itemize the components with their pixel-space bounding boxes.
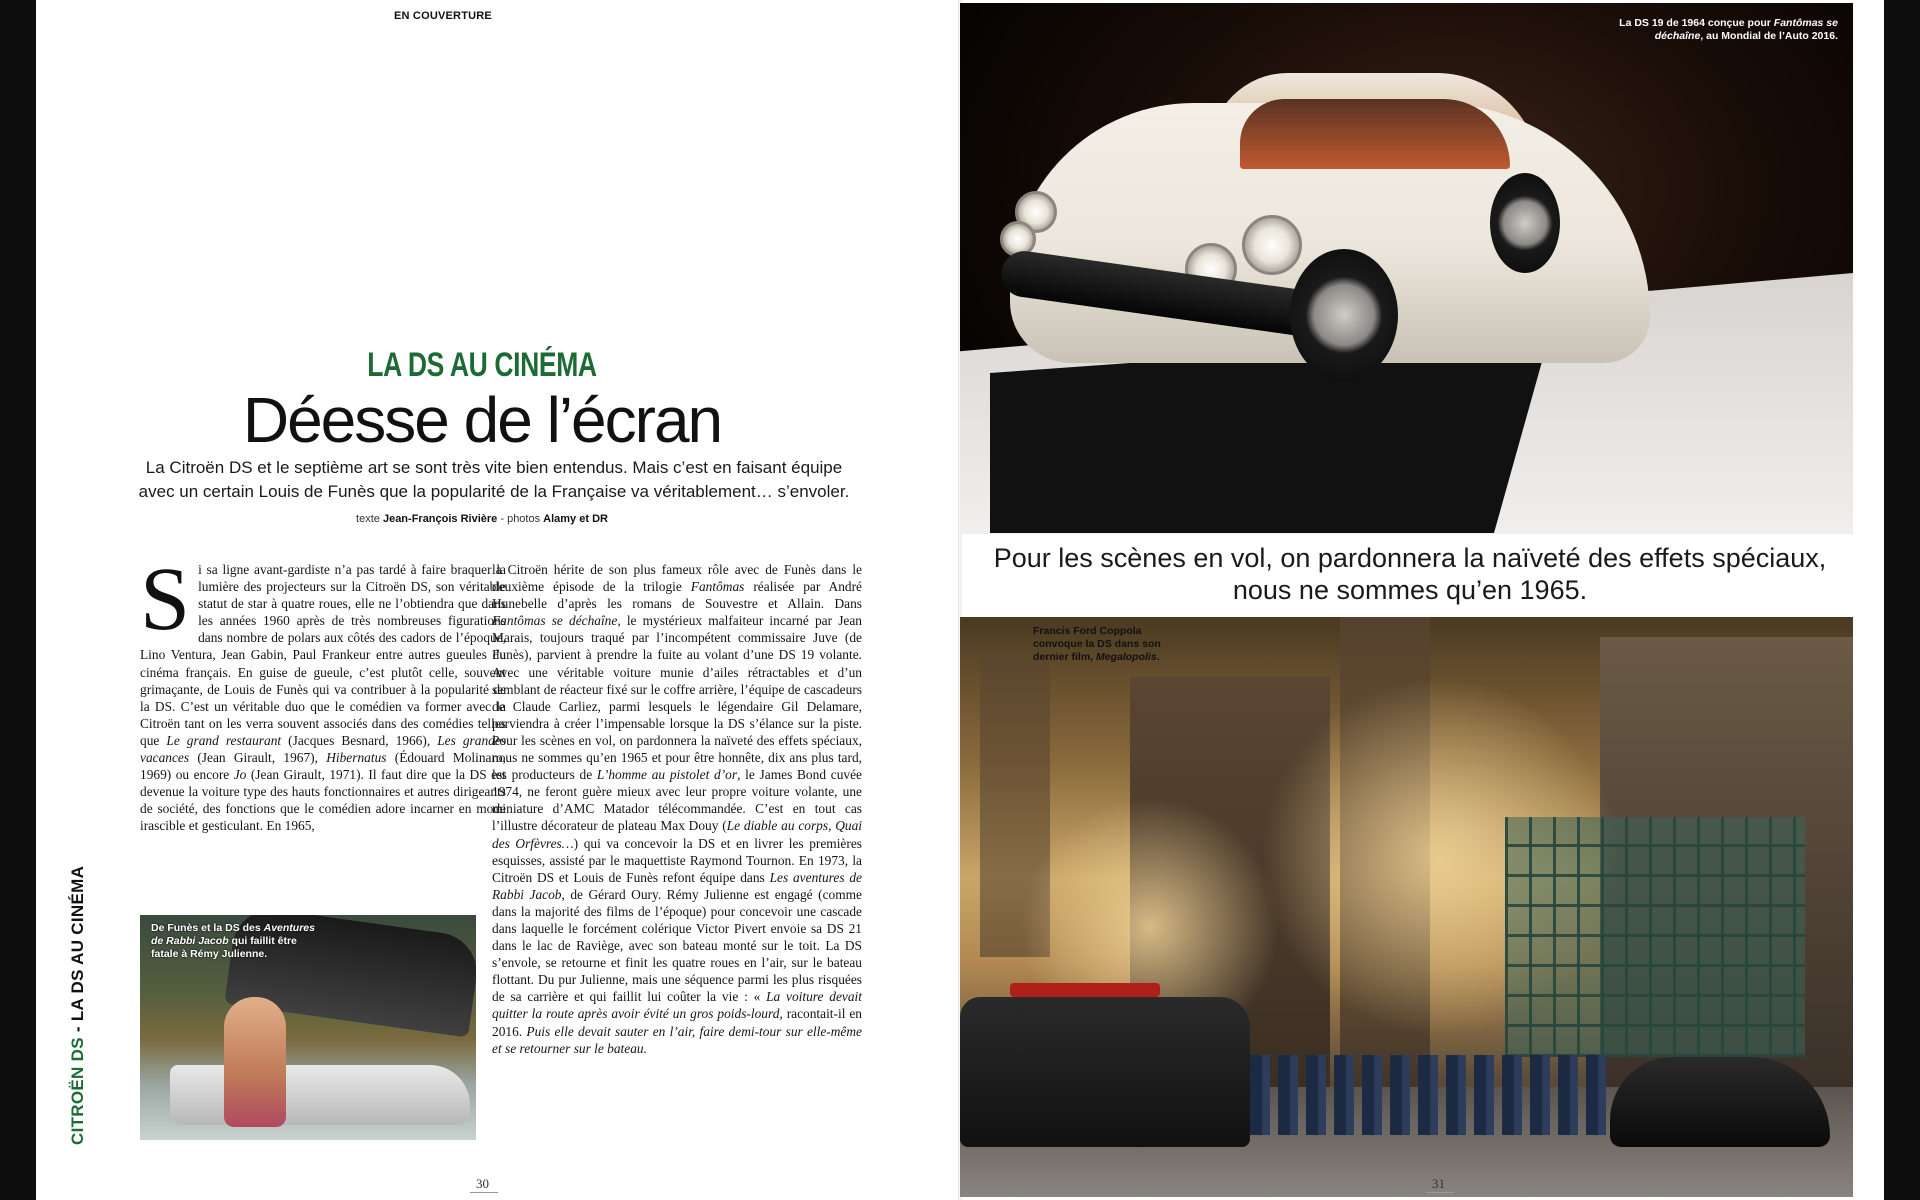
- folio-rule: [1426, 1192, 1454, 1193]
- byline-sep: - photos: [497, 513, 544, 525]
- caption-film-title: Aventures de Rabbi Jacob: [151, 922, 315, 947]
- vertical-label-section: - LA DS AU CINÉMA: [68, 865, 87, 1038]
- caption-text: De Funès et la DS des: [151, 922, 264, 934]
- film-title: Fantômas: [690, 579, 745, 595]
- pull-quote: Pour les scènes en vol, on pardonnera la naïveté des effets spéciaux, nous ne sommes qu’en 1965.: [993, 543, 1827, 605]
- body-column-1: [140, 550, 507, 835]
- quote-text: Puis elle devait sauter en l’air, faire demi-tour sur elle-même et se retourner sur le bateau.: [492, 1023, 862, 1056]
- caption-film-title: Fantômas se déchaîne: [1654, 17, 1838, 42]
- article-kicker: LA DS AU CINÉMA: [367, 346, 597, 384]
- caption-coppola: [1033, 625, 1168, 664]
- article-headline: Déesse de l’écran: [242, 384, 722, 456]
- byline-text-label: texte: [356, 513, 380, 525]
- caption-film-title: Megalopolis: [1096, 651, 1157, 663]
- film-title: L’homme au pistolet d’or: [596, 767, 738, 783]
- photo-crowd: [1250, 1055, 1610, 1135]
- photo-wheel: [1490, 173, 1560, 273]
- film-title: Jo: [233, 767, 247, 783]
- section-rubric: EN COUVERTURE: [394, 10, 492, 22]
- article-standfirst: La Citroën DS et le septième art se sont très vite bien entendus. Mais c’est en faisant équipe avec un certain Louis de Funès que la popularité de la Française va véritablement… s’envoler.: [138, 458, 850, 501]
- col2-text: racontait-il en 2016.: [492, 1006, 863, 1039]
- film-title: Hibernatus: [326, 750, 387, 766]
- page-number-left: 30: [476, 1176, 489, 1191]
- col1-text: (Jacques Besnard, 1966),: [281, 732, 438, 748]
- film-title: Fantômas se déchaîne: [492, 613, 618, 629]
- photo-ds19-mondial: [960, 3, 1853, 534]
- photo-car-window: [1240, 99, 1510, 169]
- byline-author: Jean-François Rivière: [382, 513, 498, 525]
- col2-text: , le James Bond cuvée 1974, ne feront guère mieux avec leur propre voiture volante, une miniature d’AMC Matador télécommandée. C’est en tout cas l’illustre décorateur de plateau Max Douy (: [492, 767, 862, 834]
- col1-text: (Jean Girault, 1971). Il faut dire que la DS est devenue la voiture type des hauts fonctionnaires et autres dirigeants de société, des fonctions que le comédien adore incarner en mode irascible et gesticulant. En 1965,: [140, 767, 507, 834]
- photo-person-shape: [224, 997, 286, 1127]
- film-title: Les grandes vacances: [140, 732, 506, 766]
- photo-megalopolis: [960, 617, 1853, 1197]
- caption-funes: [151, 922, 321, 961]
- film-title: Les aventures de Rabbi Jacob: [492, 869, 862, 902]
- col1-text: (Jean Girault, 1967),: [189, 750, 327, 766]
- drop-cap: S: [140, 550, 191, 649]
- caption-text: qui faillit être fatale à Rémy Julienne.: [151, 935, 297, 960]
- caption-text: La DS 19 de 1964 conçue pour: [1619, 17, 1774, 29]
- body-column-2: [492, 561, 862, 1057]
- section-vertical-label: [68, 866, 88, 1145]
- article-byline: [36, 513, 928, 525]
- caption-text: , au Mondial de l’Auto 2016.: [1700, 30, 1838, 42]
- photo-scaffolding: [1505, 817, 1805, 1057]
- col2-text: réalisée par André Hunebelle d’après les romans de Souvestre et Allain. Dans: [492, 579, 862, 612]
- col2-text: la Citroën hérite de son plus fameux rôle avec de Funès dans le deuxième épisode de la trilogie: [492, 562, 862, 595]
- page-number-right: 31: [1432, 1176, 1445, 1191]
- film-title: Le grand restaurant: [166, 732, 282, 748]
- byline-photos: Alamy et DR: [543, 513, 608, 525]
- caption-text: .: [1156, 651, 1160, 663]
- col2-text: , le mystérieux malfaiteur incarné par Jean Marais, toujours traqué par l’incompétent commissaire Juve (de Funès), parvient à prendre la fuite au volant d’une DS 19 volante. Avec une véritable voiture munie d’ailes rétractables et d’un semblant de réacteur fixé sur le coffre arrière, l’équipe de cascadeurs de Claude Carliez, parmi lesquels le légendaire Gil Delamare, parviendra à créer l’impensable lorsque la DS s’élance sur la piste. Pour les scènes en vol, on pardonnera la naïveté des effets spéciaux, nous ne sommes qu’en 1965 et pour être honnête, dix ans plus tard, les producteurs de: [492, 613, 862, 783]
- photo-boat-shape: [170, 1065, 470, 1125]
- photo-suv: [960, 997, 1250, 1147]
- col2-text: ) qui va concevoir la DS et en livrer les premières esquisses, assisté par le maquettiste Raymond Tournon. En 1973, la Citroën DS et Louis de Funès refont équipe dans: [492, 835, 862, 885]
- caption-text: Francis Ford Coppola convoque la DS dans son dernier film,: [1033, 625, 1161, 663]
- col1-text: i sa ligne avant-gardiste n’a pas tardé à faire braquer la lumière des projecteurs sur la Citroën DS, son véritable statut de star à quatre roues, elle ne l’obtiendra que dans les années 1960 après de très nombreuses figurations dans nombre de polars aux côtés des cadors de l’époque, Lino Ventura, Jean Gabin, Paul Frankeur entre autres gueules du cinéma français. En guise de gueule, c’est plutôt celle, souvent grimaçante, de Louis de Funès qui va contribuer à la popularité de la DS. C’est un véritable duo que le comédien va former avec la Citroën tant on les verra souvent associés dans des comédies telles que: [140, 562, 506, 748]
- quote-text: La voiture devait quitter la route après avoir évité un gros poids-lourd,: [492, 989, 862, 1022]
- photo-headlamp: [1242, 215, 1302, 275]
- vertical-label-brand: CITROËN DS: [68, 1037, 87, 1145]
- col2-text: , de Gérard Oury. Rémy Julienne est engagé (comme dans la majorité des films de l’époque) pour concevoir une cascade dans laquelle le forcément colérique Victor Pivert envoie sa DS 21 dans le lac de Raviège, avec son bateau monté sur le toit. La DS s’envole, se retourne et finit les quatre roues en l’air, sur le bateau flottant. Du pur Julienne, mais une séquence parmi les plus risquées de sa carrière et qui faillit lui coûter la vie : «: [492, 886, 862, 1005]
- photo-siren-light: [1010, 983, 1160, 997]
- film-title: Le diable au corps, Quai des Orfèvres…: [492, 818, 862, 851]
- caption-ds19: [1570, 17, 1838, 43]
- folio-rule: [470, 1192, 498, 1193]
- col1-text: (Édouard Molinaro, 1969) ou encore: [140, 750, 506, 783]
- photo-wheel: [1290, 249, 1398, 381]
